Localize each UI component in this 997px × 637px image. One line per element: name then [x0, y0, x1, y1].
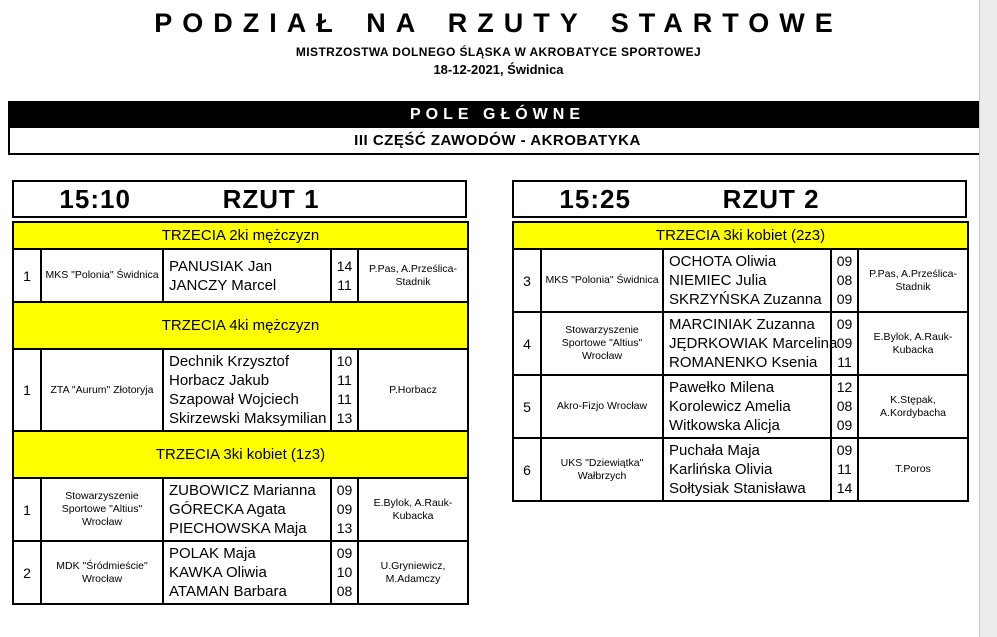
page-title: PODZIAŁ NA RZUTY STARTOWE — [154, 8, 843, 38]
athlete-age: 12 — [836, 379, 853, 395]
athlete-name: Sołtysiak Stanisława — [669, 480, 806, 497]
entry-row — [13, 349, 468, 431]
category-banner: TRZECIA 2ki mężczyzn — [13, 222, 468, 249]
athlete-name: NIEMIEC Julia — [669, 272, 767, 289]
entry-ages — [331, 349, 358, 431]
entry-club: MKS "Polonia" Świdnica — [41, 249, 163, 302]
athlete-name: Dechnik Krzysztof — [169, 353, 290, 370]
athlete-age: 11 — [837, 461, 852, 477]
athlete-name: POLAK Maja — [169, 545, 256, 562]
entry-row — [13, 478, 468, 541]
entry-athletes — [663, 375, 831, 438]
entry-judges: P.Pas, A.Prześlica-Stadnik — [858, 249, 968, 312]
athlete-age: 08 — [836, 272, 853, 288]
athlete-name: Pawełko Milena — [669, 379, 775, 396]
round-1-entries-table — [12, 221, 469, 605]
athlete-name: Korolewicz Amelia — [669, 398, 791, 415]
category-banner: TRZECIA 4ki mężczyzn — [13, 302, 468, 349]
athlete-name: Horbacz Jakub — [169, 372, 270, 389]
entry-ages — [831, 375, 858, 438]
entry-athletes — [163, 541, 331, 604]
athlete-name: PIECHOWSKA Maja — [169, 520, 307, 537]
competition-part-banner: III CZĘŚĆ ZAWODÓW - AKROBATYKA — [8, 128, 987, 155]
entry-number: 3 — [513, 249, 541, 312]
entry-club: Stowarzyszenie Sportowe "Altius" Wrocław — [541, 312, 663, 375]
entry-number: 1 — [13, 478, 41, 541]
category-banner: TRZECIA 3ki kobiet (2z3) — [513, 222, 968, 249]
athlete-age: 09 — [836, 417, 853, 433]
entry-judges: T.Poros — [858, 438, 968, 501]
athlete-age: 10 — [336, 564, 353, 580]
athlete-age: 08 — [336, 583, 353, 599]
entry-number: 1 — [13, 349, 41, 431]
athlete-age: 09 — [336, 545, 353, 561]
entry-row — [513, 375, 968, 438]
entry-row — [513, 249, 968, 312]
athlete-name: GÓRECKA Agata — [169, 501, 286, 518]
athlete-name: Witkowska Alicja — [669, 417, 780, 434]
entry-ages — [331, 249, 358, 302]
athlete-name: Puchała Maja — [669, 442, 760, 459]
page-subtitle: MISTRZOSTWA DOLNEGO ŚLĄSKA W AKROBATYCE SPORTOWEJ — [295, 45, 702, 59]
entry-judges: K.Stępak, A.Kordybacha — [858, 375, 968, 438]
athlete-name: KAWKA Oliwia — [169, 564, 267, 581]
athlete-age: 11 — [337, 276, 352, 293]
round-2-section — [512, 180, 967, 502]
entry-row — [513, 312, 968, 375]
athlete-name: JĘDRKOWIAK Marcelina — [669, 335, 838, 352]
category-banner: TRZECIA 3ki kobiet (1z3) — [13, 431, 468, 478]
athlete-age: 10 — [336, 353, 353, 369]
entry-judges: U.Gryniewicz, M.Adamczy — [358, 541, 468, 604]
athlete-name: ZUBOWICZ Marianna — [169, 482, 316, 499]
athlete-age: 09 — [836, 253, 853, 269]
entry-judges: E.Bylok, A.Rauk-Kubacka — [358, 478, 468, 541]
category-banner-row — [13, 431, 468, 478]
athlete-name: OCHOTA Oliwia — [669, 253, 777, 270]
category-banner-row — [13, 222, 468, 249]
round-1-section — [12, 180, 467, 605]
athlete-age: 11 — [837, 354, 852, 370]
category-banner-row — [13, 302, 468, 349]
entry-ages — [831, 438, 858, 501]
athlete-age: 13 — [336, 520, 353, 536]
entry-club: MDK "Śródmieście" Wrocław — [41, 541, 163, 604]
athlete-name: Skirzewski Maksymilian — [169, 410, 327, 427]
athlete-name: Karlińska Olivia — [669, 461, 773, 478]
entry-athletes — [663, 312, 838, 375]
entry-number: 6 — [513, 438, 541, 501]
athlete-name: Szapował Wojciech — [169, 391, 299, 408]
entry-judges: P.Horbacz — [358, 349, 468, 431]
entry-judges: E.Bylok, A.Rauk-Kubacka — [858, 312, 968, 375]
athlete-age: 09 — [836, 291, 853, 307]
entry-number: 2 — [13, 541, 41, 604]
main-field-banner: POLE GŁÓWNE — [8, 101, 987, 128]
entry-ages — [331, 478, 358, 541]
round-2-entries-table — [512, 221, 969, 502]
round-2-title: RZUT 2 — [722, 183, 820, 214]
entry-club: ZTA "Aurum" Złotoryja — [41, 349, 163, 431]
athlete-age: 08 — [836, 398, 853, 414]
entry-club: Stowarzyszenie Sportowe "Altius" Wrocław — [41, 478, 163, 541]
entry-number: 1 — [13, 249, 41, 302]
entry-club: MKS "Polonia" Świdnica — [541, 249, 663, 312]
athlete-age: 09 — [836, 335, 853, 351]
athlete-age: 11 — [337, 372, 352, 388]
round-1-header — [12, 180, 467, 218]
entry-athletes — [663, 438, 831, 501]
athlete-age: 09 — [336, 501, 353, 517]
athlete-name: MARCINIAK Zuzanna — [669, 316, 815, 333]
entry-ages — [831, 249, 858, 312]
entry-athletes — [163, 478, 331, 541]
entry-judges: P.Pas, A.Prześlica-Stadnik — [358, 249, 468, 302]
entry-athletes — [163, 249, 331, 302]
round-2-header — [512, 180, 967, 218]
athlete-name: JANCZY Marcel — [169, 276, 277, 294]
athlete-age: 11 — [337, 391, 352, 407]
date-location: 18-12-2021, Świdnica — [433, 62, 564, 77]
round-1-time: 15:10 — [59, 183, 131, 214]
entry-number: 4 — [513, 312, 541, 375]
athlete-age: 13 — [336, 410, 353, 426]
entry-number: 5 — [513, 375, 541, 438]
athlete-name: ATAMAN Barbara — [169, 583, 287, 600]
entry-athletes — [663, 249, 831, 312]
athlete-age: 09 — [836, 442, 853, 458]
page-edge-strip — [979, 0, 997, 637]
category-banner-row — [513, 222, 968, 249]
entry-club: UKS "Dziewiątka" Wałbrzych — [541, 438, 663, 501]
athlete-age: 14 — [836, 480, 853, 496]
entry-club: Akro-Fizjo Wrocław — [541, 375, 663, 438]
round-tables — [12, 180, 997, 605]
document-header — [0, 0, 997, 77]
athlete-age: 09 — [336, 482, 353, 498]
round-2-time: 15:25 — [559, 183, 631, 214]
athlete-age: 14 — [336, 257, 353, 274]
athlete-name: PANUSIAK Jan — [169, 257, 273, 275]
entry-row — [13, 541, 468, 604]
entry-ages — [331, 541, 358, 604]
athlete-age: 09 — [836, 316, 853, 332]
round-1-title: RZUT 1 — [222, 183, 320, 214]
athlete-name: SKRZYŃSKA Zuzanna — [669, 291, 822, 308]
entry-row — [513, 438, 968, 501]
entry-athletes — [163, 349, 331, 431]
entry-row — [13, 249, 468, 302]
athlete-name: ROMANENKO Ksenia — [669, 354, 818, 371]
